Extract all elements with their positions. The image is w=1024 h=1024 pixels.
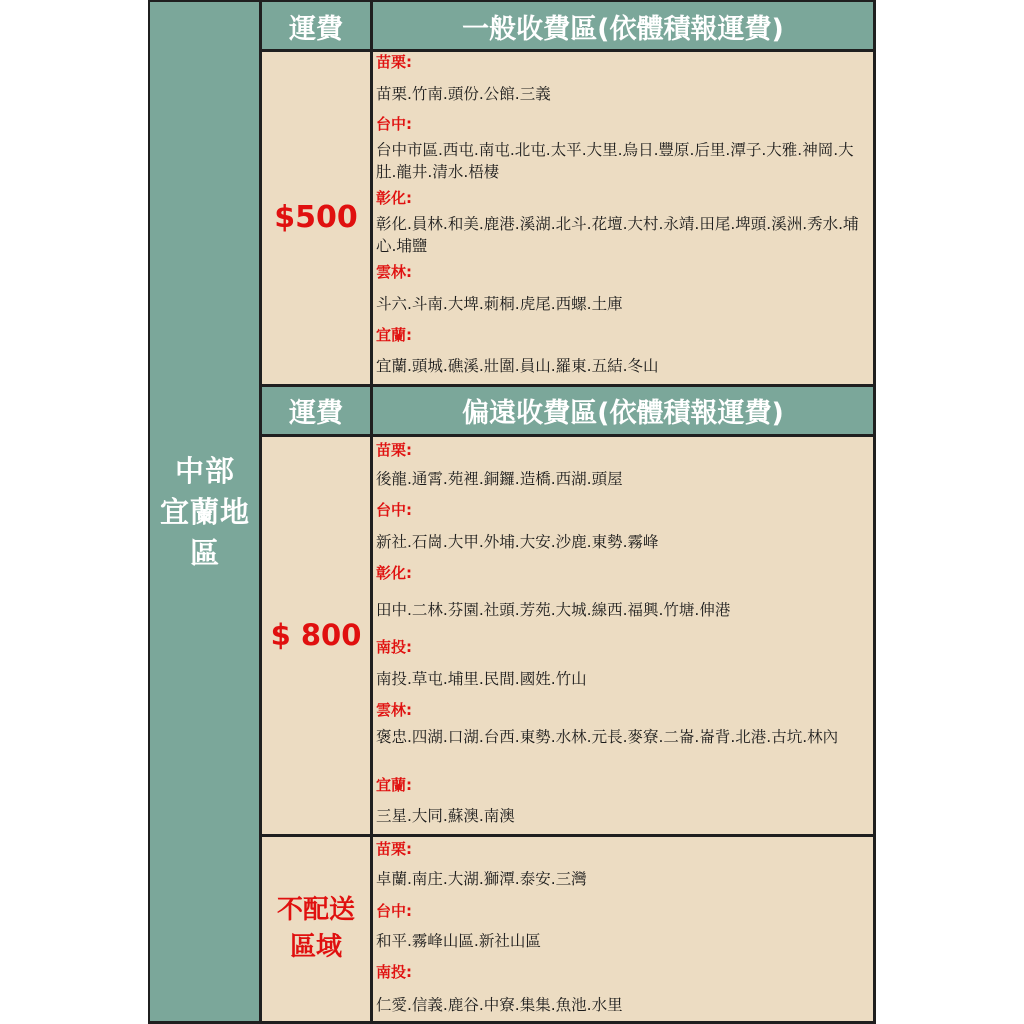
fee-header-2 (260, 385, 372, 435)
no-delivery-label-line1: 不配送 (276, 894, 355, 925)
county-name: 苗栗: (376, 840, 412, 858)
price-1: $500 (274, 200, 358, 235)
county-name: 苗栗: (376, 441, 412, 459)
county-areas: 南投.草屯.埔里.民間.國姓.竹山 (376, 670, 587, 688)
county-name: 雲林: (376, 701, 412, 719)
county-name: 雲林: (376, 263, 412, 281)
county-areas: 後龍.通霄.苑裡.銅鑼.造橋.西湖.頭屋 (376, 470, 623, 488)
county-name: 彰化: (376, 564, 412, 582)
county-areas: 台中市區.西屯.南屯.北屯.太平.大里.烏日.豐原.后里.潭子.大雅.神岡.大肚.龍井.清水.梧棲 (376, 141, 854, 181)
county-areas: 新社.石崗.大甲.外埔.大安.沙鹿.東勢.霧峰 (376, 533, 659, 551)
areas-cell-2 (372, 435, 874, 835)
county-areas: 和平.霧峰山區.新社山區 (376, 932, 541, 950)
price-cell-2 (260, 435, 372, 835)
border-left (148, 0, 150, 1024)
zone-header-1-text: 一般收費區(依體積報運費) (462, 13, 784, 45)
border-top (148, 0, 876, 2)
no-delivery-label-line2: 區域 (289, 931, 342, 962)
county-name: 南投: (376, 638, 412, 656)
areas-cell-3 (372, 835, 874, 1022)
county-name: 苗栗: (376, 53, 412, 71)
region-label-line3: 區 (189, 535, 220, 570)
price-2: $ 800 (270, 618, 362, 652)
county-areas: 田中.二林.芬園.社頭.芳苑.大城.線西.福興.竹塘.伸港 (376, 601, 731, 619)
fee-header-2-text: 運費 (289, 397, 343, 429)
county-areas: 彰化.員林.和美.鹿港.溪湖.北斗.花壇.大村.永靖.田尾.埤頭.溪洲.秀水.埔心.埔鹽 (376, 215, 859, 255)
county-name: 彰化: (376, 189, 412, 207)
fee-header-1-text: 運費 (289, 13, 343, 45)
no-delivery-label (277, 892, 355, 966)
county-name: 宜蘭: (376, 326, 412, 344)
divider-row-2 (259, 384, 876, 387)
region-label-line1: 中部 (174, 453, 235, 488)
fee-header-1 (260, 2, 372, 50)
no-delivery-cell (260, 835, 372, 1022)
divider-price (370, 0, 373, 1024)
divider-region (259, 0, 262, 1024)
divider-row-4 (259, 834, 876, 837)
zone-header-2-text: 偏遠收費區(依體積報運費) (462, 397, 784, 429)
county-name: 台中: (376, 902, 412, 920)
region-column (150, 2, 260, 1022)
county-areas: 卓蘭.南庄.大湖.獅潭.泰安.三灣 (376, 870, 587, 888)
zone-header-1 (372, 2, 874, 50)
county-areas: 三星.大同.蘇澳.南澳 (376, 807, 515, 825)
divider-row-3 (259, 434, 876, 437)
price-cell-1 (260, 50, 372, 385)
county-areas: 苗栗.竹南.頭份.公館.三義 (376, 85, 551, 103)
zone-header-2 (372, 385, 874, 435)
county-areas: 仁愛.信義.鹿谷.中寮.集集.魚池.水里 (376, 996, 623, 1014)
county-areas: 宜蘭.頭城.礁溪.壯圍.員山.羅東.五結.冬山 (376, 357, 659, 375)
county-name: 宜蘭: (376, 776, 412, 794)
county-name: 台中: (376, 115, 412, 133)
county-areas: 斗六.斗南.大埤.莿桐.虎尾.西螺.土庫 (376, 295, 623, 313)
county-name: 台中: (376, 501, 412, 519)
divider-row-1 (259, 49, 876, 52)
county-areas: 褒忠.四湖.口湖.台西.東勢.水林.元長.麥寮.二崙.崙背.北港.古坑.林內 (376, 728, 839, 746)
county-name: 南投: (376, 963, 412, 981)
border-right (873, 0, 876, 1024)
areas-cell-1 (372, 50, 874, 385)
region-label-line2: 宜蘭地 (159, 494, 250, 529)
region-label (160, 451, 250, 574)
